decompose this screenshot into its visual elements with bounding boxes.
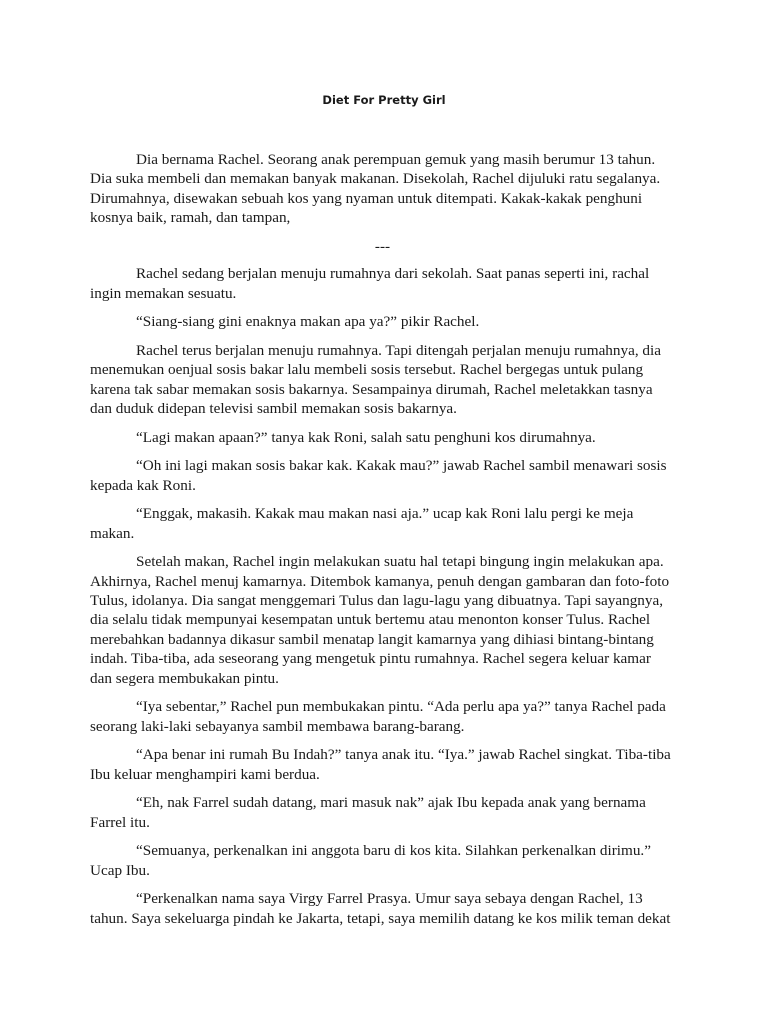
paragraph: “Eh, nak Farrel sudah datang, mari masuk nak” ajak Ibu kepada anak yang bernama Farrel itu. [90,794,646,831]
paragraph: “Enggak, makasih. Kakak mau makan nasi aja.” ucap kak Roni lalu pergi ke meja makan. [90,505,634,542]
section-separator: --- [374,237,391,255]
paragraph: “Iya sebentar,” Rachel pun membukakan pintu. “Ada perlu apa ya?” tanya Rachel pada seorang laki-laki sebayanya sambil membawa barang-barang. [90,698,666,735]
paragraph: Setelah makan, Rachel ingin melakukan suatu hal tetapi bingung ingin melakukan apa. Akhirnya, Rachel menuj kamarnya. Ditembok kamanya, penuh dengan gambaran dan foto-foto Tulus, idolanya. Dia sangat menggemari Tulus dan lagu-lagu yang dibuatnya. Tapi sayangnya, dia selalu tidak mempunyai kesempatan untuk bertemu atau menonton konser Tulus. Rachel merebahkan badannya dikasur sambil menatap langit kamarnya yang dihiasi bintang-bintang indah. Tiba-tiba, ada seseorang yang mengetuk pintu rumahnya. Rachel segera keluar kamar dan segera membukakan pintu. [90,553,670,687]
paragraph: “Semuanya, perkenalkan ini anggota baru di kos kita. Silahkan perkenalkan dirimu.” Ucap Ibu. [90,842,651,879]
paragraph: Rachel sedang berjalan menuju rumahnya dari sekolah. Saat panas seperti ini, rachal ingin memakan sesuatu. [90,265,650,302]
document-body [90,150,675,937]
paragraph: “Oh ini lagi makan sosis bakar kak. Kakak mau?” jawab Rachel sambil menawari sosis kepada kak Roni. [90,457,667,494]
document-title: Diet For Pretty Girl [322,93,446,107]
paragraph: Rachel terus berjalan menuju rumahnya. Tapi ditengah perjalan menuju rumahnya, dia menemukan oenjual sosis bakar lalu membeli sosis tersebut. Rachel bergegas untuk pulang karena tak sabar memakan sosis bakarnya. Sesampainya dirumah, Rachel meletakkan tasnya dan duduk didepan televisi sambil memakan sosis bakarnya. [90,341,661,418]
paragraph: “Siang-siang gini enaknya makan apa ya?” pikir Rachel. [136,313,480,331]
paragraph: “Lagi makan apaan?” tanya kak Roni, salah satu penghuni kos dirumahnya. [136,428,596,446]
paragraph: “Perkenalkan nama saya Virgy Farrel Prasya. Umur saya sebaya dengan Rachel, 13 tahun. Saya sekeluarga pindah ke Jakarta, tetapi, saya memilih datang ke kos milik teman dekat [90,890,671,927]
paragraph: “Apa benar ini rumah Bu Indah?” tanya anak itu. “Iya.” jawab Rachel singkat. Tiba-tiba Ibu keluar menghampiri kami berdua. [90,746,671,783]
paragraph: Dia bernama Rachel. Seorang anak perempuan gemuk yang masih berumur 13 tahun. Dia suka membeli dan memakan banyak makanan. Disekolah, Rachel dijuluki ratu segalanya. Dirumahnya, disewakan sebuah kos yang nyaman untuk ditempati. Kakak-kakak penghuni kosnya baik, ramah, dan tampan, [90,151,661,227]
